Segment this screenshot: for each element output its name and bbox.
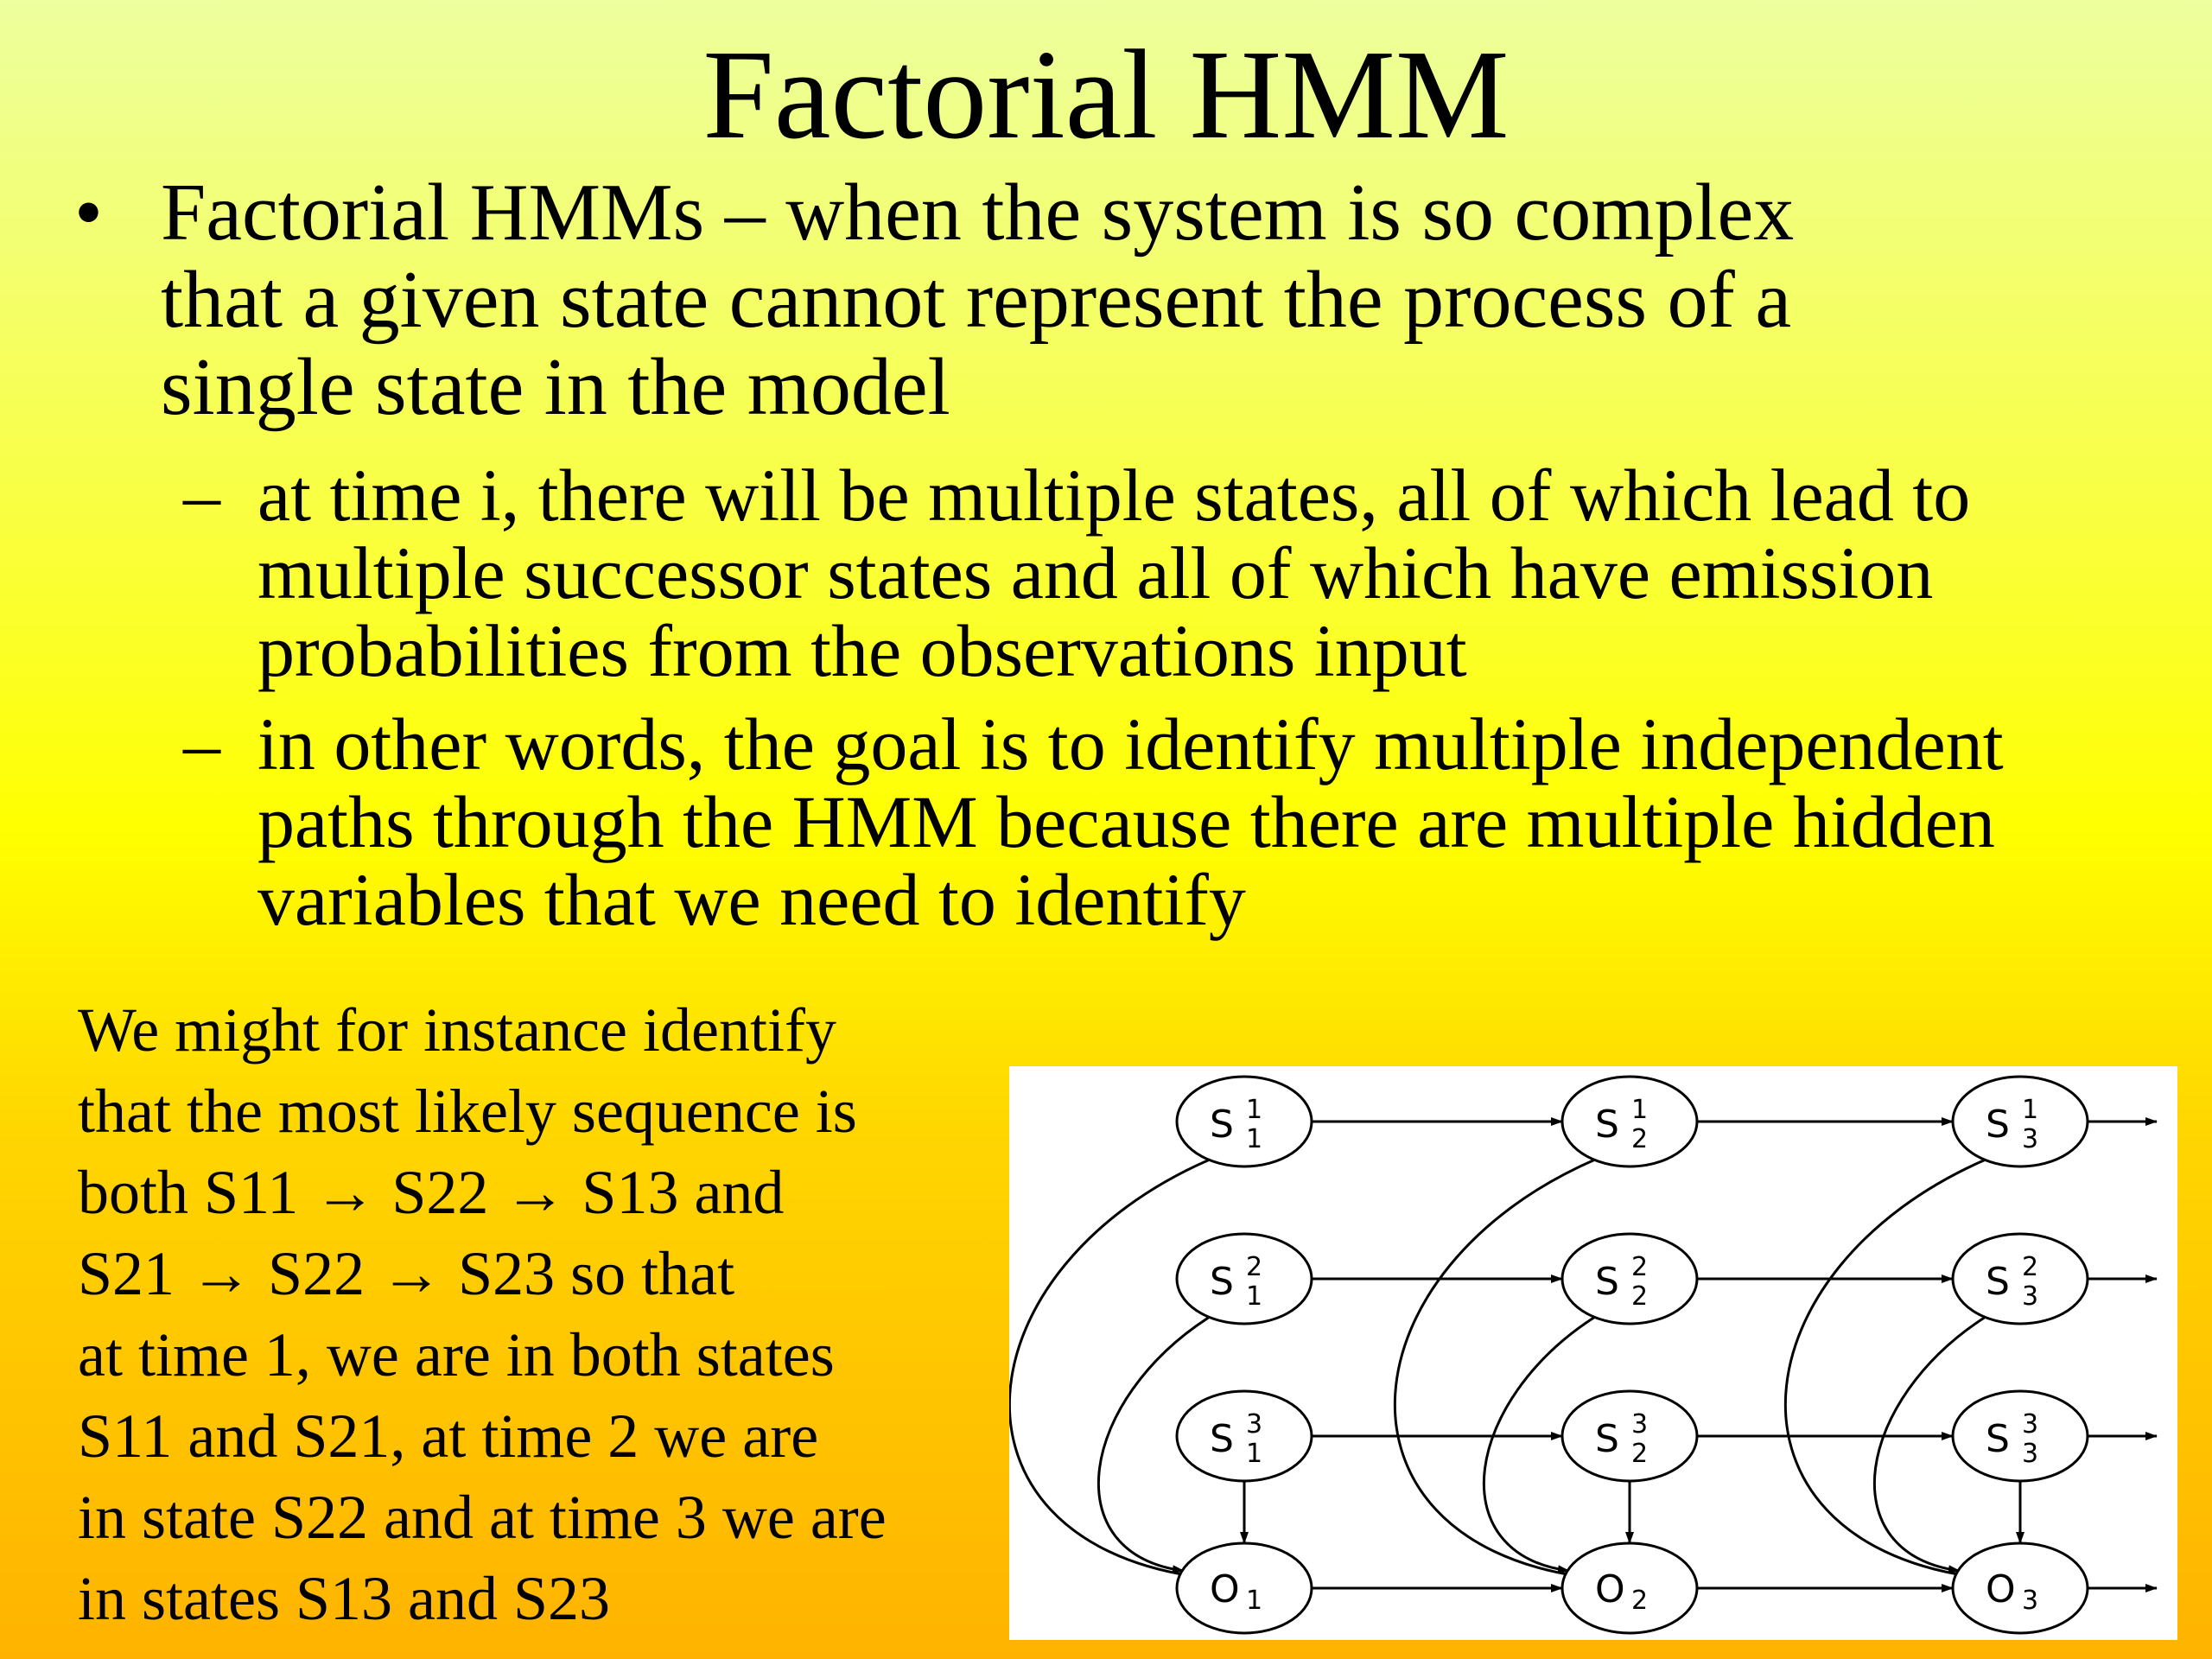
svg-text:1: 1 [1246,1586,1263,1616]
slide-title: Factorial HMM [702,24,1510,166]
state-node-s2-2 [1562,1234,1697,1324]
svg-text:S: S [1595,1417,1619,1461]
svg-text:1: 1 [1631,1095,1649,1125]
bullet-line-3: single state in the model [161,342,950,432]
svg-text:1: 1 [1246,1281,1263,1312]
note-line-7: in state S22 and at time 3 we are [78,1483,887,1552]
emission-arrow-s1-t1 [1009,1160,1210,1576]
diagram-canvas [1009,1066,2177,1640]
state-node-s1-1 [1177,1077,1312,1166]
svg-text:1: 1 [1246,1124,1263,1154]
state-node-s2-1 [1562,1077,1697,1166]
svg-text:S: S [1595,1260,1619,1304]
observation-node-o3 [1953,1543,2088,1633]
svg-text:1: 1 [1246,1095,1263,1125]
svg-text:2: 2 [2022,1252,2039,1282]
svg-text:3: 3 [2022,1409,2039,1440]
svg-text:S: S [1986,1260,2010,1304]
bullet-marker: • [74,168,103,257]
svg-text:O: O [1986,1567,2016,1611]
state-node-s3-2 [1953,1234,2088,1324]
emission-arrow-s1-t2 [1395,1160,1595,1576]
svg-text:3: 3 [1246,1409,1263,1440]
observation-node-o1 [1177,1543,1312,1633]
diagram-nodes [1177,1077,2088,1633]
subbullet-1-line-1: at time i, there will be multiple states, all of which lead to [257,454,1971,537]
svg-text:3: 3 [2022,1281,2039,1312]
subbullet-1-line-3: probabilities from the observations input [257,609,1467,692]
factorial-hmm-diagram [1009,1066,2177,1640]
svg-text:S: S [1986,1103,2010,1147]
svg-text:3: 3 [1631,1409,1649,1440]
svg-text:1: 1 [1246,1439,1263,1469]
svg-text:O: O [1210,1567,1240,1611]
svg-text:2: 2 [1631,1281,1649,1312]
bullet-line-2: that a given state cannot represent the process of a [161,255,1792,345]
svg-text:2: 2 [1246,1252,1263,1282]
state-node-s3-3 [1953,1391,2088,1481]
subbullet-2-line-2: paths through the HMM because there are multiple hidden [257,780,1995,863]
observation-node-o2 [1562,1543,1697,1633]
note-line-3: both S11 → S22 → S13 and [78,1158,785,1227]
subbullet-2-line-1: in other words, the goal is to identify multiple independent [257,702,2004,785]
note-line-8: in states S13 and S23 [78,1564,611,1633]
svg-text:3: 3 [2022,1586,2039,1616]
svg-text:S: S [1986,1417,2010,1461]
note-line-5: at time 1, we are in both states [78,1320,835,1389]
note-line-1: We might for instance identify [78,995,836,1065]
svg-text:3: 3 [2022,1439,2039,1469]
svg-text:S: S [1210,1103,1234,1147]
state-node-s1-3 [1177,1391,1312,1481]
svg-text:O: O [1595,1567,1625,1611]
svg-text:1: 1 [2022,1095,2039,1125]
note-line-2: that the most likely sequence is [78,1077,857,1146]
svg-text:S: S [1595,1103,1619,1147]
svg-text:2: 2 [1631,1124,1649,1154]
note-line-4: S21 → S22 → S23 so that [78,1239,735,1308]
subbullet-1-line-2: multiple successor states and all of which have emission [257,531,1934,614]
subbullet-1-marker: – [183,454,220,537]
state-node-s3-1 [1953,1077,2088,1166]
state-node-s1-2 [1177,1234,1312,1324]
svg-text:3: 3 [2022,1124,2039,1154]
subbullet-2-marker: – [183,702,220,785]
diagram-edges [1009,1122,2157,1588]
svg-text:2: 2 [1631,1439,1649,1469]
emission-arrow-s1-t3 [1785,1160,1986,1576]
subbullet-2-line-3: variables that we need to identify [257,858,1246,941]
svg-text:2: 2 [1631,1252,1649,1282]
svg-text:S: S [1210,1260,1234,1304]
note-line-6: S11 and S21, at time 2 we are [78,1402,819,1471]
svg-text:S: S [1210,1417,1234,1461]
state-node-s2-3 [1562,1391,1697,1481]
bullet-line-1: Factorial HMMs – when the system is so complex [161,168,1795,257]
svg-text:2: 2 [1631,1586,1649,1616]
